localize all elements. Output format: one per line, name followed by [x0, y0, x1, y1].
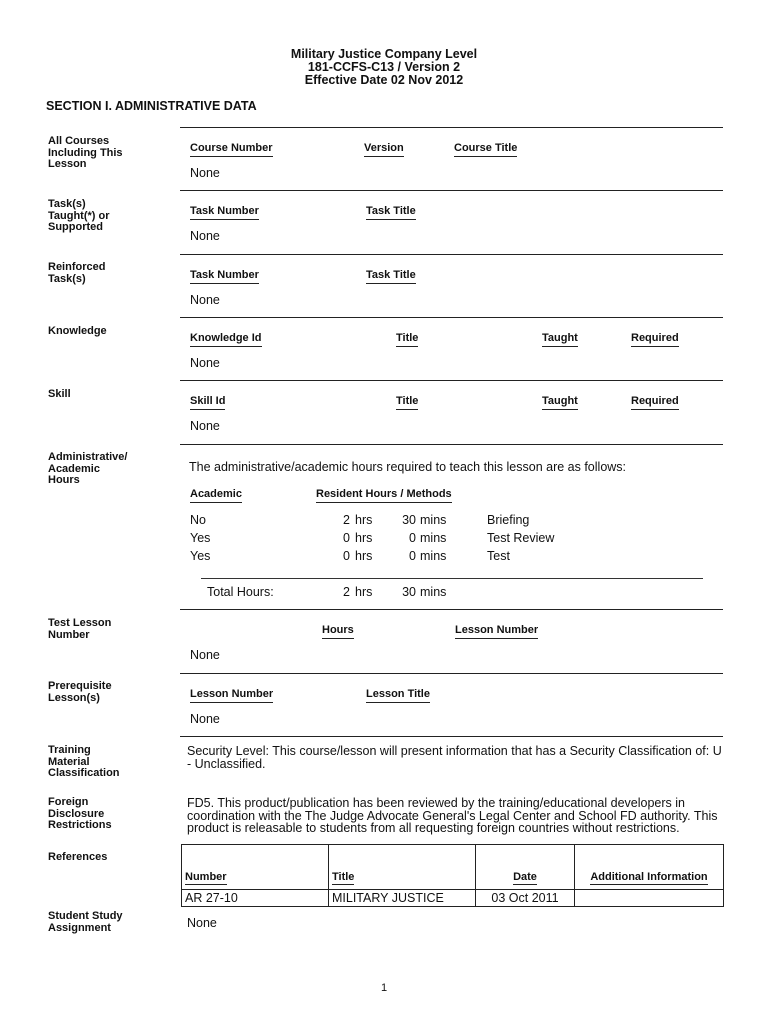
test-lesson-label: Test Lesson Number [48, 617, 112, 641]
hours-row-method: Test Review [487, 531, 555, 545]
skill-title-header: Title [396, 395, 418, 410]
page-number: 1 [380, 982, 388, 994]
lesson-number-header: Lesson Number [190, 688, 273, 703]
ref-date-header: Date [476, 845, 575, 890]
hours-row-hours: 0 [343, 531, 350, 545]
hours-row-hrs-unit: hrs [355, 549, 373, 563]
hours-row-mins-unit: mins [420, 531, 447, 545]
divider [180, 444, 723, 445]
total-separator [201, 578, 703, 579]
knowledge-required-header: Required [631, 332, 679, 347]
section-title: SECTION I. ADMINISTRATIVE DATA [46, 99, 257, 113]
test-lesson-number-header: Lesson Number [455, 624, 538, 639]
hours-row-academic: Yes [190, 549, 211, 563]
courses-value: None [190, 166, 220, 180]
reinforced-label: Reinforced Task(s) [48, 261, 106, 285]
references-label: References [48, 851, 108, 863]
classification-label: Training Material Classification [48, 744, 120, 779]
hours-row-method: Briefing [487, 513, 530, 527]
total-mins-unit: mins [420, 585, 447, 599]
effective-date: Effective Date 02 Nov 2012 [304, 73, 464, 87]
document-code: 181-CCFS-C13 / Version 2 [307, 60, 461, 74]
references-header-row [182, 845, 724, 890]
ref-title-cell: MILITARY JUSTICE [329, 890, 476, 907]
hours-row-mins: 30 [402, 513, 416, 527]
test-hours-header: Hours [322, 624, 354, 639]
course-title-header: Course Title [454, 142, 517, 157]
divider [180, 673, 723, 674]
tasks-taught-label: Task(s) Taught(*) or Supported [48, 198, 110, 233]
divider [180, 190, 723, 191]
reinforced-task-number-header: Task Number [190, 269, 259, 284]
study-assignment-label: Student Study Assignment [48, 910, 123, 934]
hours-row-academic: No [190, 513, 206, 527]
prerequisite-value: None [190, 712, 220, 726]
version-header: Version [364, 142, 404, 157]
knowledge-id-header: Knowledge Id [190, 332, 262, 347]
knowledge-value: None [190, 356, 220, 370]
knowledge-title-header: Title [396, 332, 418, 347]
knowledge-label: Knowledge [48, 325, 107, 337]
admin-hours-intro: The administrative/academic hours required to teach this lesson are as follows: [189, 460, 627, 474]
hours-row-mins-unit: mins [420, 549, 447, 563]
ref-number-header: Number [182, 845, 329, 890]
ref-title-header: Title [329, 845, 476, 890]
foreign-disclosure-label: Foreign Disclosure Restrictions [48, 796, 112, 831]
skill-id-header: Skill Id [190, 395, 225, 410]
total-hours-value: 2 [343, 585, 350, 599]
ref-date-cell: 03 Oct 2011 [476, 890, 575, 907]
table-row [182, 890, 724, 907]
skill-taught-header: Taught [542, 395, 578, 410]
lesson-title-header: Lesson Title [366, 688, 430, 703]
hours-row-mins: 0 [409, 531, 416, 545]
admin-hours-label: Administrative/ Academic Hours [48, 451, 128, 486]
ref-additional-cell [575, 890, 724, 907]
tasks-taught-value: None [190, 229, 220, 243]
hours-row-hours: 2 [343, 513, 350, 527]
academic-header: Academic [190, 488, 242, 503]
study-assignment-value: None [187, 916, 217, 930]
classification-text: Security Level: This course/lesson will present information that has a Security Classification of: U - Unclassified. [187, 744, 722, 771]
hours-row-hrs-unit: hrs [355, 513, 373, 527]
prerequisite-label: Prerequisite Lesson(s) [48, 680, 112, 704]
divider [180, 254, 723, 255]
task-title-header: Task Title [366, 205, 416, 220]
reinforced-value: None [190, 293, 220, 307]
document-title: Military Justice Company Level [290, 47, 478, 61]
knowledge-taught-header: Taught [542, 332, 578, 347]
hours-row-academic: Yes [190, 531, 211, 545]
hours-row-hrs-unit: hrs [355, 531, 373, 545]
divider [180, 127, 723, 128]
skill-required-header: Required [631, 395, 679, 410]
divider [180, 317, 723, 318]
reinforced-task-title-header: Task Title [366, 269, 416, 284]
total-hours-label: Total Hours: [207, 585, 274, 599]
test-lesson-value: None [190, 648, 220, 662]
skill-label: Skill [48, 388, 71, 400]
ref-additional-header: Additional Information [575, 845, 724, 890]
resident-hours-header: Resident Hours / Methods [316, 488, 452, 503]
divider [180, 609, 723, 610]
hours-row-hours: 0 [343, 549, 350, 563]
divider [180, 380, 723, 381]
courses-label: All Courses Including This Lesson [48, 135, 123, 170]
total-mins-value: 30 [402, 585, 416, 599]
course-number-header: Course Number [190, 142, 273, 157]
ref-number-cell: AR 27-10 [182, 890, 329, 907]
hours-row-mins: 0 [409, 549, 416, 563]
references-table [181, 844, 724, 907]
divider [180, 736, 723, 737]
task-number-header: Task Number [190, 205, 259, 220]
hours-row-method: Test [487, 549, 510, 563]
skill-value: None [190, 419, 220, 433]
total-hrs-unit: hrs [355, 585, 373, 599]
foreign-disclosure-text: FD5. This product/publication has been reviewed by the training/educational developers in coordination with the The Judge Advocate General's Legal Center and School FD authority. This product is releasable to students from all requesting foreign countries without restrictions. [187, 796, 718, 835]
hours-row-mins-unit: mins [420, 513, 447, 527]
